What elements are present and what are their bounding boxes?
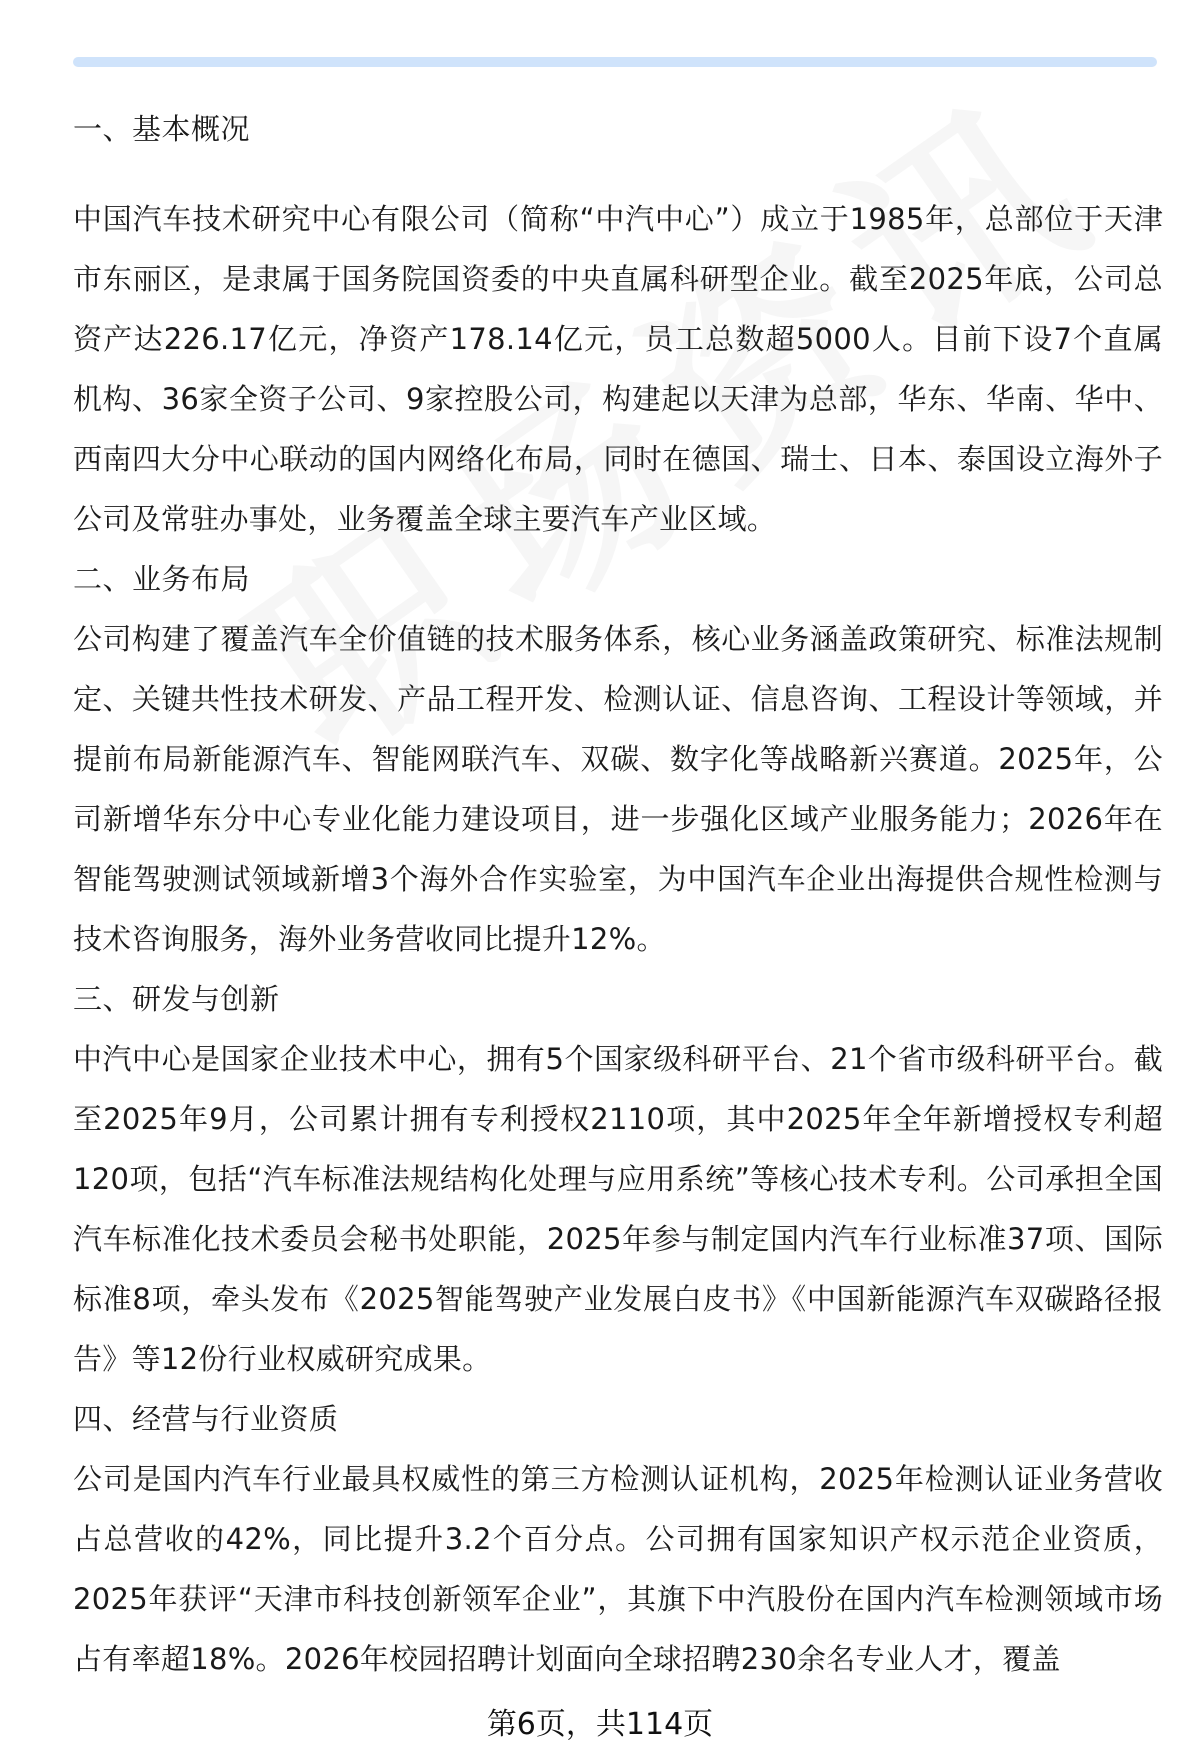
section-rnd xyxy=(73,969,1163,1389)
top-divider-bar xyxy=(73,57,1157,67)
section-business xyxy=(73,549,1163,969)
page-number: 第6页，共114页 xyxy=(486,1707,714,1742)
section-heading: 四、经营与行业资质 xyxy=(73,1402,339,1436)
section-paragraph: 中汽中心是国家企业技术中心，拥有5个国家级科研平台、21个省市级科研平台。截至2025年9月，公司累计拥有专利授权2110项，其中2025年全年新增授权专利超120项，包括“汽车标准法规结构化处理与应用系统”等核心技术专利。公司承担全国汽车标准化技术委员会秘书处职能，2025年参与制定国内汽车行业标准37项、国际标准8项，牵头发布《2025智能驾驶产业发展白皮书》《中国新能源汽车双碳路径报告》等12份行业权威研究成果。 xyxy=(73,1042,1163,1376)
section-paragraph: 中国汽车技术研究中心有限公司（简称“中汽中心”）成立于1985年，总部位于天津市东丽区，是隶属于国务院国资委的中央直属科研型企业。截至2025年底，公司总资产达226.17亿元，净资产178.14亿元，员工总数超5000人。目前下设7个直属机构、36家全资子公司、9家控股公司，构建起以天津为总部，华东、华南、华中、西南四大分中心联动的国内网络化布局，同时在德国、瑞士、日本、泰国设立海外子公司及常驻办事处，业务覆盖全球主要汽车产业区域。 xyxy=(73,202,1163,536)
section-heading: 二、业务布局 xyxy=(73,562,251,596)
section-operations xyxy=(73,1389,1163,1689)
section-heading: 三、研发与创新 xyxy=(73,982,280,1016)
section-overview xyxy=(73,99,1163,549)
section-paragraph: 公司是国内汽车行业最具权威性的第三方检测认证机构，2025年检测认证业务营收占总营收的42%，同比提升3.2个百分点。公司拥有国家知识产权示范企业资质，2025年获评“天津市科技创新领军企业”，其旗下中汽股份在国内汽车检测领域市场占有率超18%。2026年校园招聘计划面向全球招聘230余名专业人才，覆盖 xyxy=(73,1462,1163,1676)
section-heading: 一、基本概况 xyxy=(73,112,251,146)
document-body xyxy=(73,99,1163,1689)
section-paragraph: 公司构建了覆盖汽车全价值链的技术服务体系，核心业务涵盖政策研究、标准法规制定、关键共性技术研发、产品工程开发、检测认证、信息咨询、工程设计等领域，并提前布局新能源汽车、智能网联汽车、双碳、数字化等战略新兴赛道。2025年，公司新增华东分中心专业化能力建设项目，进一步强化区域产业服务能力；2026年在智能驾驶测试领域新增3个海外合作实验室，为中国汽车企业出海提供合规性检测与技术咨询服务，海外业务营收同比提升12%。 xyxy=(73,622,1163,956)
